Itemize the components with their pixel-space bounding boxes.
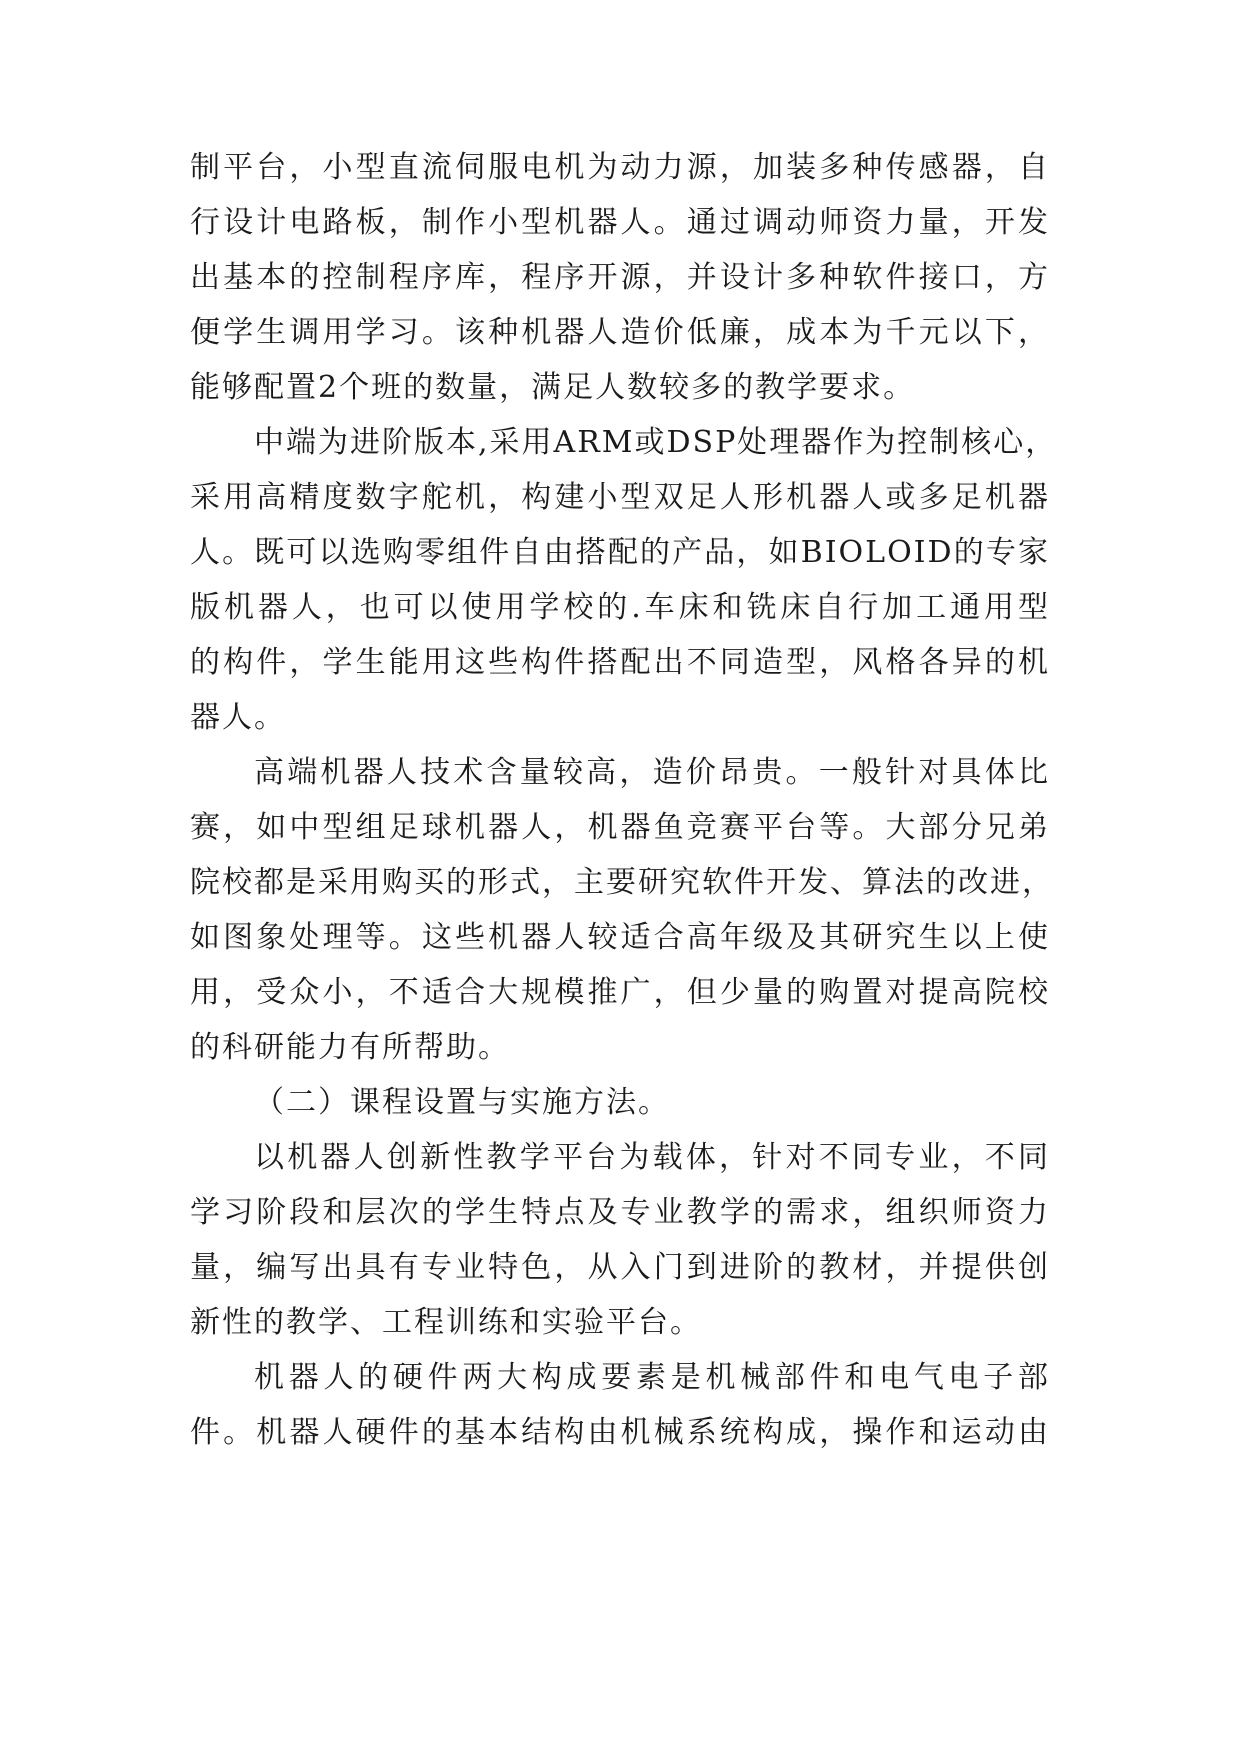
text-line: 中端为进阶版本,采用ARM或DSP处理器作为控制核心， [254, 425, 1058, 460]
text-line: 机器人的硬件两大构成要素是机械部件和电气电子部 [254, 1360, 1050, 1395]
text-line: 件。机器人硬件的基本结构由机械系统构成，操作和运动由 [190, 1415, 1050, 1450]
text-line: 院校都是采用购买的形式，主要研究软件开发、算法的改进， [190, 865, 1054, 900]
section-heading: （二）课程设置与实施方法。 [254, 1085, 670, 1120]
text-line: 人。既可以选购零组件自由搭配的产品，如BIOLOID的专家 [190, 535, 1050, 570]
text-line: 的科研能力有所帮助。 [190, 1030, 510, 1065]
text-line: 学习阶段和层次的学生特点及专业教学的需求，组织师资力 [190, 1195, 1050, 1230]
text-line: 制平台，小型直流伺服电机为动力源，加装多种传感器，自 [190, 150, 1050, 185]
text-line: 版机器人，也可以使用学校的.车床和铣床自行加工通用型 [190, 590, 1050, 625]
text-line: 如图象处理等。这些机器人较适合高年级及其研究生以上使 [190, 920, 1050, 955]
text-line: 量，编写出具有专业特色，从入门到进阶的教材，并提供创 [190, 1250, 1050, 1285]
text-line: 行设计电路板，制作小型机器人。通过调动师资力量，开发 [190, 205, 1050, 240]
text-line: 以机器人创新性教学平台为载体，针对不同专业，不同 [254, 1140, 1050, 1175]
text-line: 便学生调用学习。该种机器人造价低廉，成本为千元以下， [190, 315, 1050, 350]
text-line: 能够配置2个班的数量，满足人数较多的教学要求。 [190, 370, 916, 405]
text-line: 器人。 [190, 700, 286, 735]
text-line: 用，受众小，不适合大规模推广，但少量的购置对提高院校 [190, 975, 1050, 1010]
text-line: 采用高精度数字舵机，构建小型双足人形机器人或多足机器 [190, 480, 1050, 515]
text-line: 的构件，学生能用这些构件搭配出不同造型，风格各异的机 [190, 645, 1050, 680]
text-line: 赛，如中型组足球机器人，机器鱼竞赛平台等。大部分兄弟 [190, 810, 1050, 845]
text-line: 高端机器人技术含量较高，造价昂贵。一般针对具体比 [254, 755, 1050, 790]
text-line: 新性的教学、工程训练和实验平台。 [190, 1305, 702, 1340]
text-line: 出基本的控制程序库，程序开源，并设计多种软件接口，方 [190, 260, 1050, 295]
